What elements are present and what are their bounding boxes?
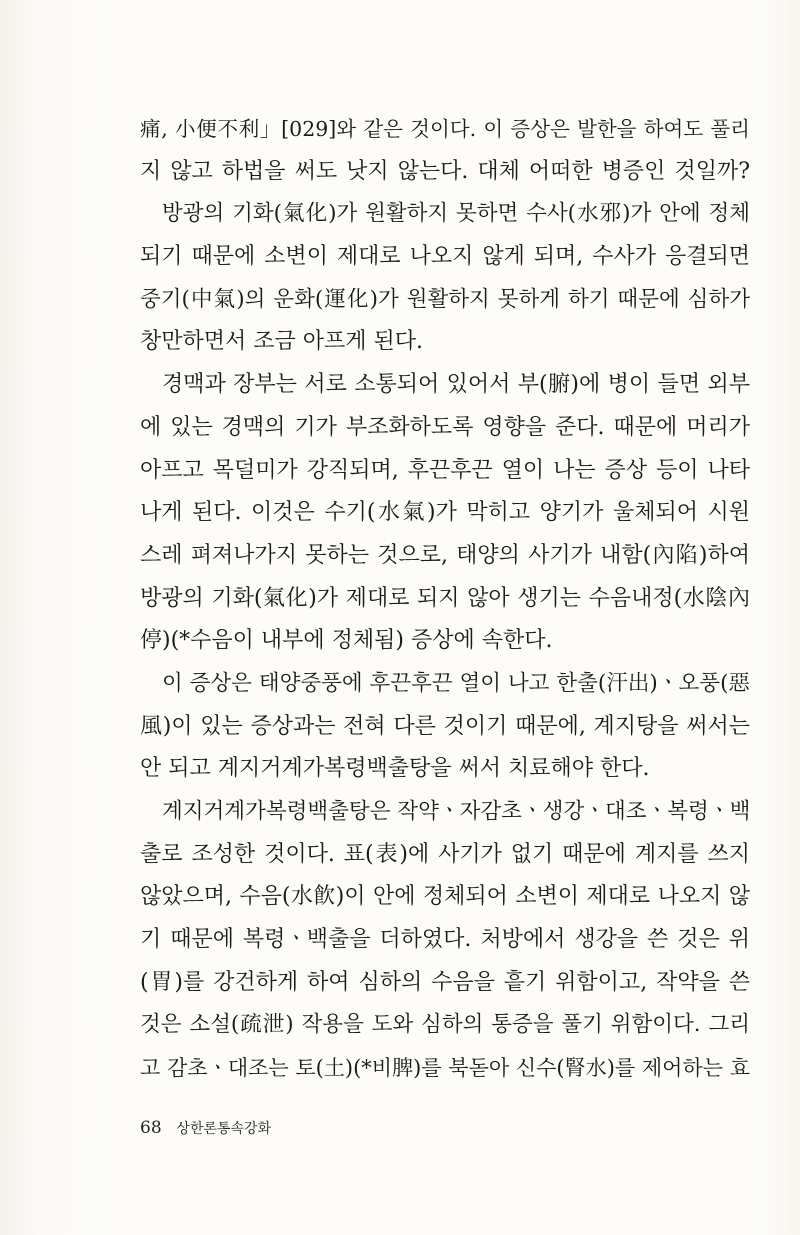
text-line: 停)(*수음이 내부에 정체됨) 증상에 속한다.: [140, 628, 553, 654]
text-line: (胃)를 강건하게 하여 심하의 수음을 흩기 위함이고, 작약을 쓴: [140, 969, 750, 995]
text-line: 나게 된다. 이것은 수기(水氣)가 막히고 양기가 울체되어 시원: [140, 500, 750, 526]
text-line: 에 있는 경맥의 기가 부조화하도록 영향을 준다. 때문에 머리가: [140, 414, 750, 440]
page-number: 68: [140, 1118, 162, 1138]
text-line: 痛, 小便不利」[029]와 같은 것이다. 이 증상은 발한을 하여도 풀리: [140, 117, 750, 141]
page-footer: [140, 1118, 271, 1138]
text-line: 방광의 기화(氣化)가 원활하지 못하면 수사(水邪)가 안에 정체: [162, 201, 750, 227]
text-line: 되기 때문에 소변이 제대로 나오지 않게 되며, 수사가 응결되면: [140, 244, 750, 270]
text-line: 지 않고 하법을 써도 낫지 않는다. 대체 어떠한 병증인 것일까?: [140, 158, 750, 184]
text-line: 계지거계가복령백출탕은 작약ㆍ자감초ㆍ생강ㆍ대조ㆍ복령ㆍ백: [162, 799, 750, 824]
text-line: 風)이 있는 증상과는 전혀 다른 것이기 때문에, 계지탕을 써서는: [140, 713, 750, 739]
text-line: 것은 소설(疏泄) 작용을 도와 심하의 통증을 풀기 위함이다. 그리: [140, 1012, 750, 1038]
text-line: 기 때문에 복령ㆍ백출을 더하였다. 처방에서 생강을 쓴 것은 위: [140, 927, 750, 953]
text-line: 경맥과 장부는 서로 소통되어 있어서 부(腑)에 병이 들면 외부: [162, 372, 750, 398]
text-line: 않았으며, 수음(水飮)이 안에 정체되어 소변이 제대로 나오지 않: [140, 884, 750, 910]
text-line: 출로 조성한 것이다. 표(表)에 사기가 없기 때문에 계지를 쓰지: [140, 841, 750, 867]
text-line: 중기(中氣)의 운화(運化)가 원활하지 못하게 하기 때문에 심하가: [140, 286, 750, 312]
body-text: [140, 108, 750, 1090]
text-line: 스레 펴져나가지 못하는 것으로, 태양의 사기가 내함(內陷)하여: [140, 542, 750, 568]
text-line: 고 감초ㆍ대조는 토(土)(*비脾)를 북돋아 신수(腎水)를 제어하는 효: [140, 1056, 750, 1081]
text-line: 안 되고 계지거계가복령백출탕을 써서 치료해야 한다.: [140, 756, 650, 782]
book-title: 상한론통속강화: [176, 1121, 272, 1137]
text-line: 방광의 기화(氣化)가 제대로 되지 않아 생기는 수음내정(水陰內: [140, 585, 750, 611]
text-line: 창만하면서 조금 아프게 된다.: [140, 329, 423, 355]
text-line: 이 증상은 태양중풍에 후끈후끈 열이 나고 한출(汗出)ㆍ오풍(惡: [162, 670, 750, 696]
text-line: 아프고 목덜미가 강직되며, 후끈후끈 열이 나는 증상 등이 나타: [140, 457, 750, 483]
